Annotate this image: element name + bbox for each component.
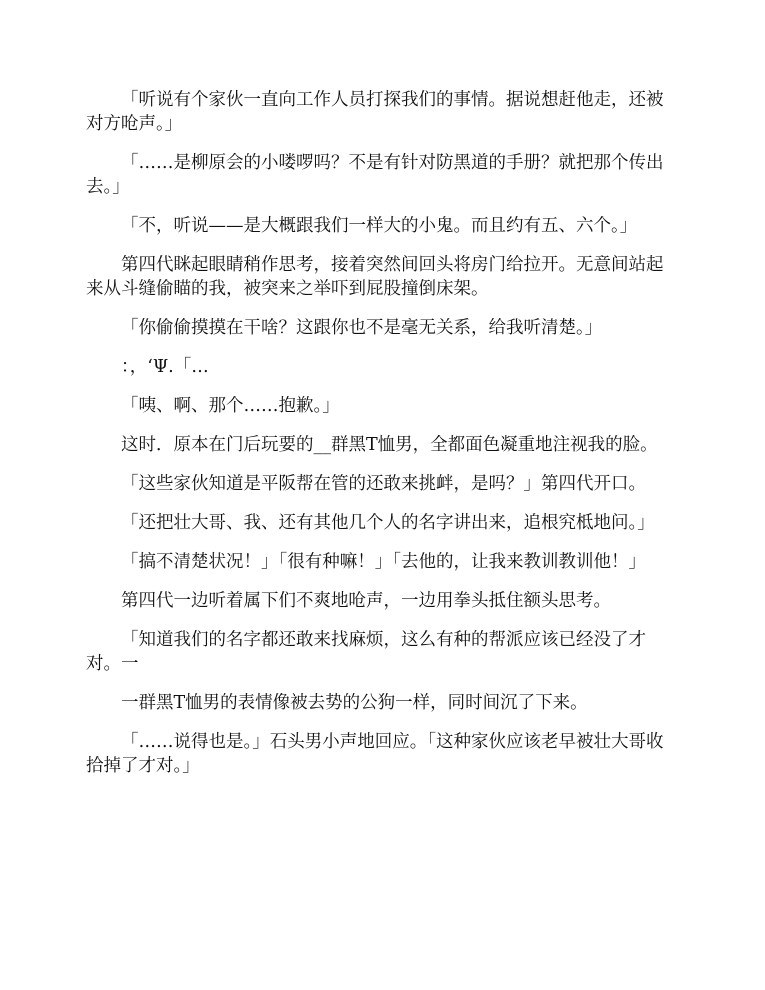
paragraph-9: 「这些家伙知道是平阪帮在管的还敢来挑衅，是吗？」第四代开口。 [121,474,646,494]
paragraph-5: 「你偷偷摸摸在干啥？这跟你也不是毫无关系，给我听清楚。」 [121,318,603,338]
paragraph-15: 「……说得也是。」石头男小声地回应。「这种家伙应该老早被壮大哥收拾掉了才对。」 [86,732,664,776]
paragraph-11: 「搞不清楚状况！」「很有种嘛！」「去他的，让我来教训教训他！」 [121,552,646,572]
document-page [86,88,676,793]
paragraph-14: 一群黑T恤男的表情像被去势的公狗一样，同时间沉了下来。 [121,693,588,713]
paragraph-1: 「听说有个家伙一直向工作人员打探我们的事情。据说想赶他走，还被对方呛声。」 [86,90,664,134]
paragraph-13: 「知道我们的名字都还敢来找麻烦，这么有种的帮派应该已经没了才对。一 [86,630,646,674]
paragraph-3: 「不，听说——是大概跟我们一样大的小鬼。而且约有五、六个。」 [121,216,638,236]
paragraph-7: 「咦、啊、那个……抱歉。」 [121,396,340,416]
paragraph-8: 这时．原本在门后玩要的__群黑T恤男，全都面色凝重地注视我的脸。 [121,435,658,455]
paragraph-6: ：，‘Ψ.「… [121,357,209,377]
paragraph-2: 「……是柳原会的小喽啰吗？不是有针对防黑道的手册？就把那个传出去。」 [86,153,664,197]
paragraph-12: 第四代一边听着属下们不爽地呛声，一边用拳头抵住额头思考。 [121,591,611,611]
paragraph-10: 「还把壮大哥、我、还有其他几个人的名字讲出来，追根究柢地问。」 [121,513,655,533]
paragraph-4: 第四代眯起眼睛稍作思考，接着突然间回头将房门给拉开。无意间站起来从斗缝偷瞄的我，被突来之举吓到屁股撞倒床架。 [86,255,664,299]
